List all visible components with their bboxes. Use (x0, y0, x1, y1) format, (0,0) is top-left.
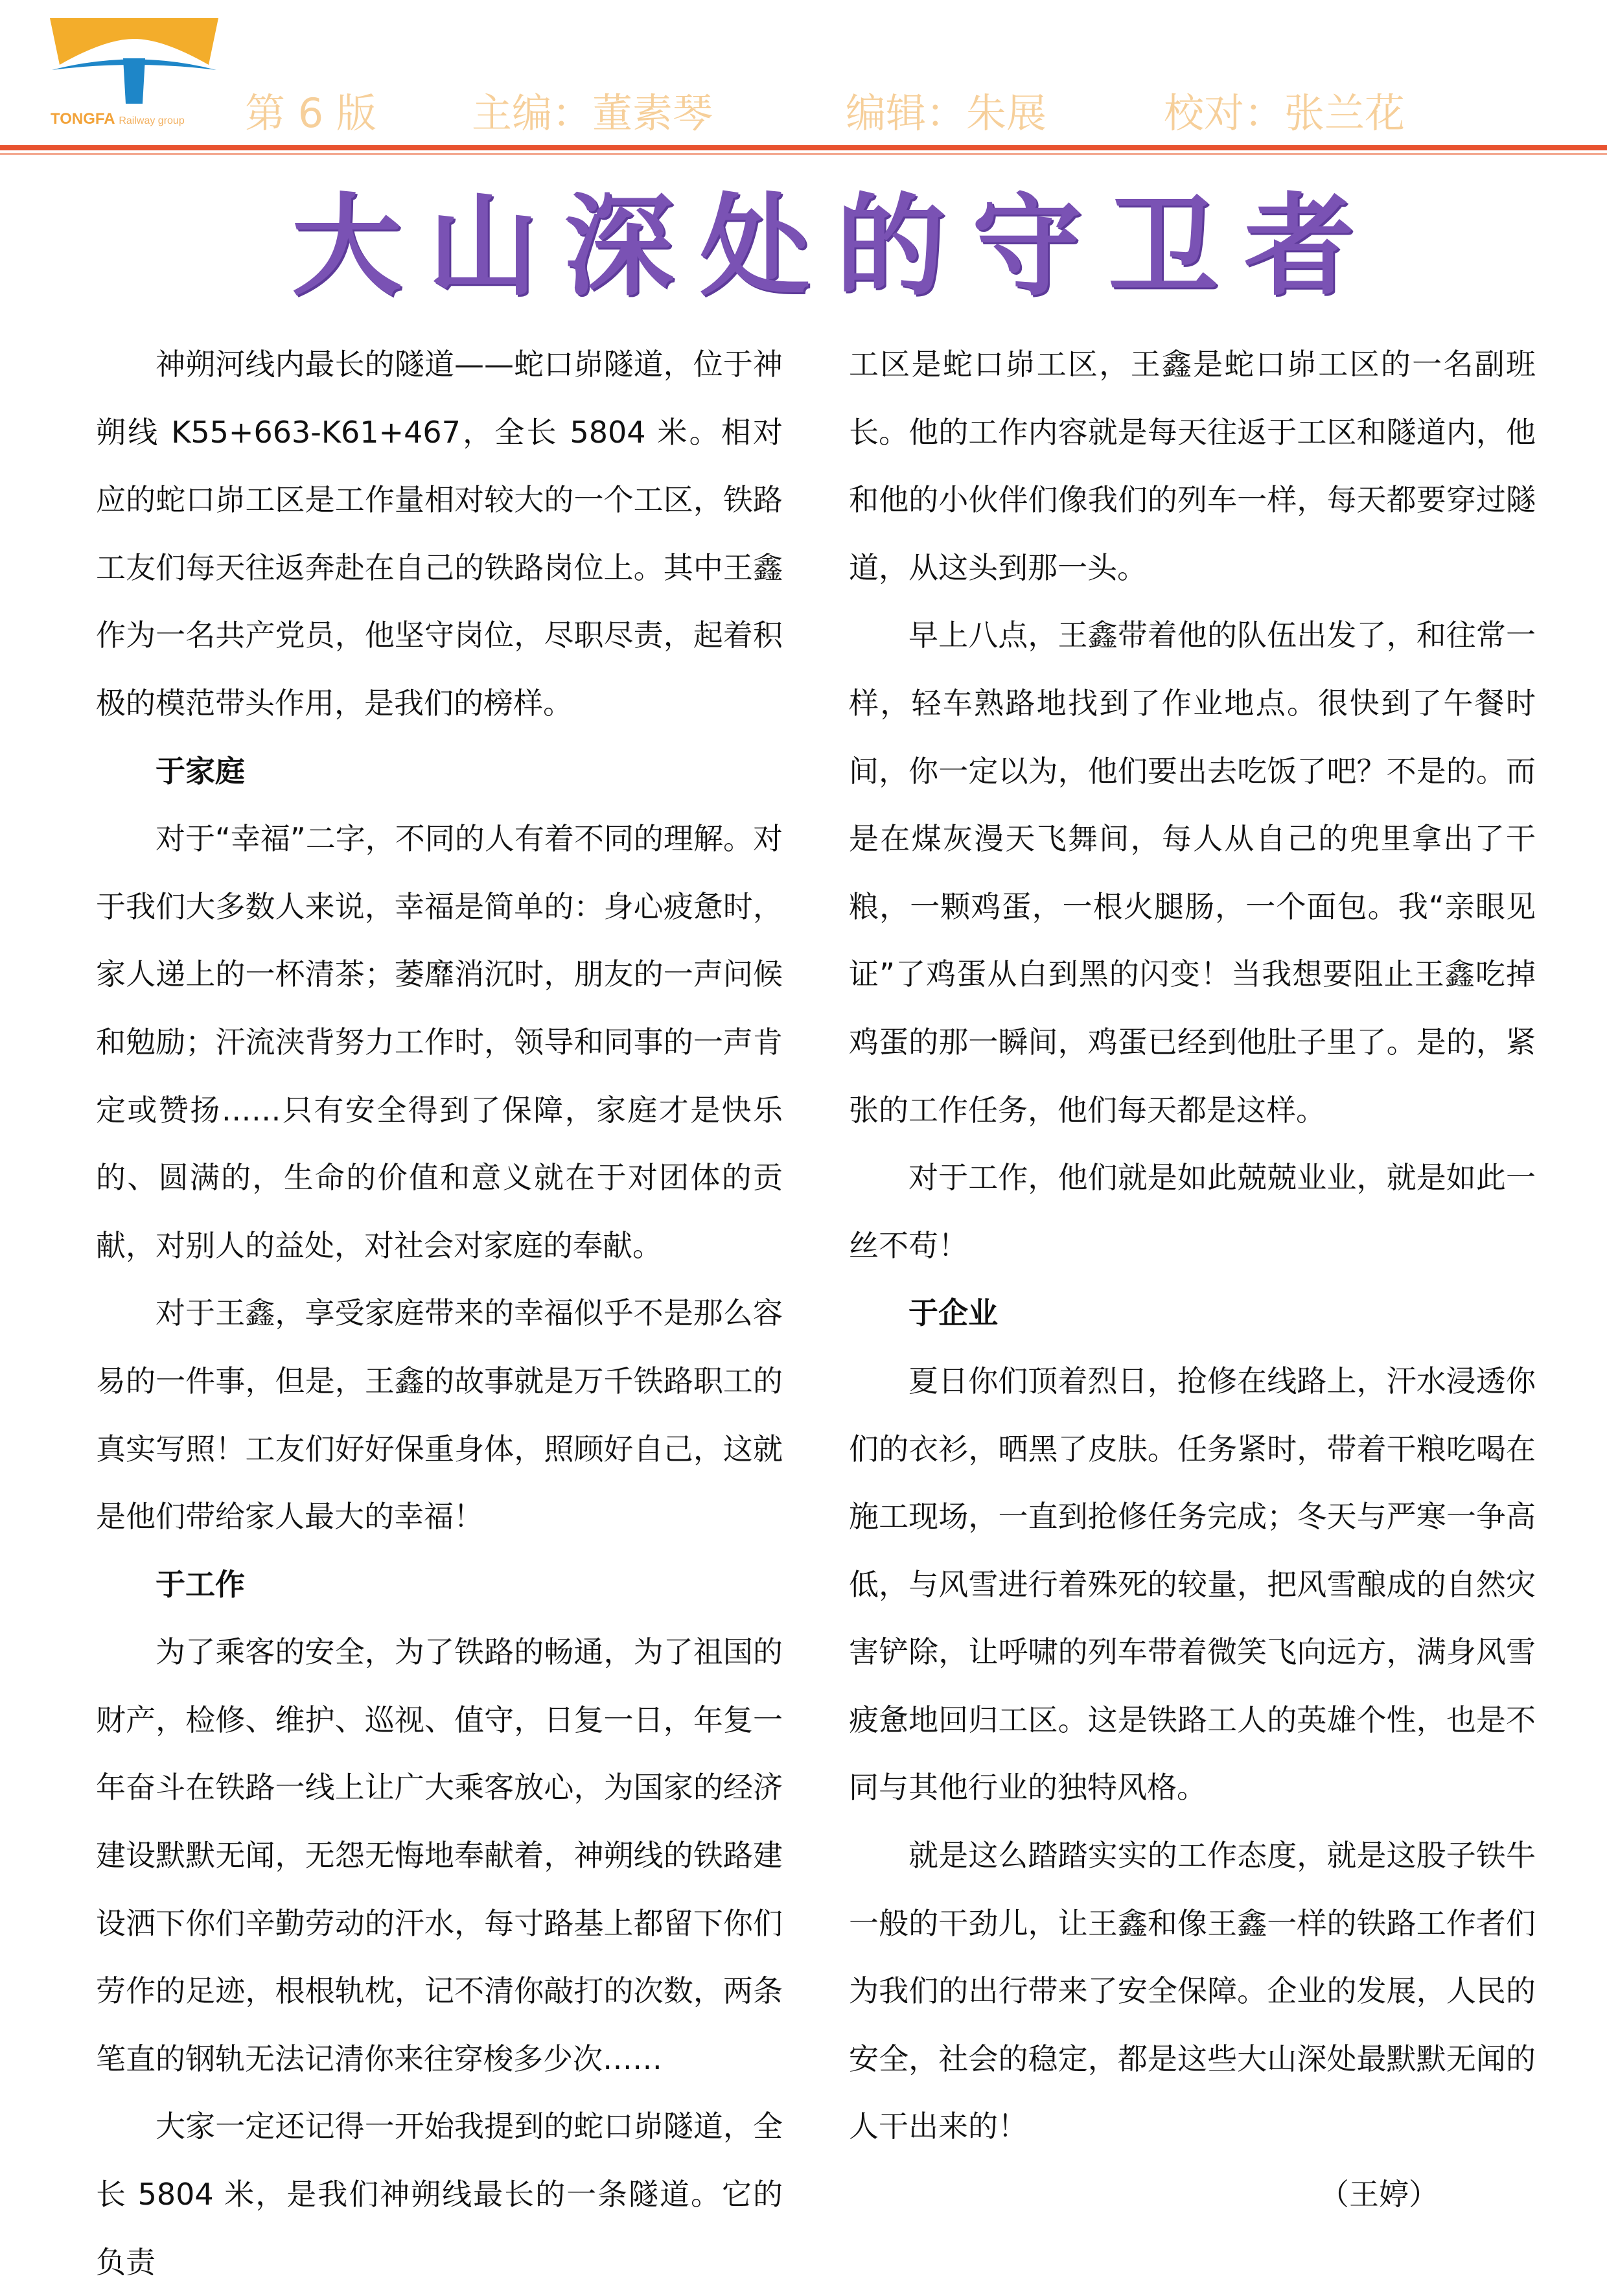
editor-label: 编辑：朱展 (846, 89, 1047, 137)
edition-label: 第 6 版 (245, 89, 376, 137)
header-rule-thin (0, 153, 1607, 155)
paragraph: 为了乘客的安全，为了铁路的畅通，为了祖国的财产，检修、维护、巡视、值守，日复一日，年复一年奋斗在铁路一线上让广大乘客放心，为国家的经济建设默默无闻，无怨无悔地奉献着，神朔线的铁路建设洒下你们辛勤劳动的汗水，每寸路基上都留下你们劳作的足迹，根根轨枕，记不清你敲打的次数，两条笔直的钢轨无法记清你来往穿梭多少次…… (96, 1634, 783, 2076)
article-column-right (849, 330, 1536, 2229)
logo-subtext: Railway group (119, 115, 185, 126)
proofreader-label: 校对：张兰花 (1164, 89, 1405, 137)
paragraph: 对于工作，他们就是如此兢兢业业，就是如此一丝不苟！ (849, 1160, 1536, 1263)
section-heading: 于家庭 (156, 753, 245, 789)
logo-pillar-shape (123, 58, 145, 104)
company-logo (47, 13, 222, 136)
paragraph: 早上八点，王鑫带着他的队伍出发了，和往常一样，轻车熟路地找到了作业地点。很快到了午餐时间，你一定以为，他们要出去吃饭了吧？不是的。而是在煤灰漫天飞舞间，每人从自己的兜里拿出了干粮，一颗鸡蛋，一根火腿肠，一个面包。我“亲眼见证”了鸡蛋从白到黑的闪变！当我想要阻止王鑫吃掉鸡蛋的那一瞬间，鸡蛋已经到他肚子里了。是的，紧张的工作任务，他们每天都是这样。 (849, 618, 1536, 1128)
chief-editor-label: 主编：董素琴 (472, 89, 713, 137)
author-signature: （王婷） (1319, 2177, 1439, 2212)
paragraph: 对于“幸福”二字，不同的人有着不同的理解。对于我们大多数人来说，幸福是简单的：身心疲惫时，家人递上的一杯清茶；萎靡消沉时，朋友的一声问候和勉励；汗流浃背努力工作时，领导和同事的一声肯定或赞扬……只有安全得到了保障，家庭才是快乐的、圆满的，生命的价值和意义就在于对团体的贡献，对别人的益处，对社会对家庭的奉献。 (96, 821, 783, 1263)
paragraph: 神朔河线内最长的隧道——蛇口峁隧道，位于神朔线 K55+663-K61+467，全长 5804 米。相对应的蛇口峁工区是工作量相对较大的一个工区，铁路工友们每天往返奔赴在自己的铁路岗位上。其中王鑫作为一名共产党员，他坚守岗位，尽职尽责，起着积极的模范带头作用，是我们的榜样。 (96, 347, 783, 721)
header-rule (0, 145, 1607, 150)
section-heading: 于工作 (156, 1566, 245, 1602)
paragraph: 工区是蛇口峁工区，王鑫是蛇口峁工区的一名副班长。他的工作内容就是每天往返于工区和隧道内，他和他的小伙伴们像我们的列车一样，每天都要穿过隧道，从这头到那一头。 (849, 347, 1536, 585)
article-title: 大山深处的守卫者 (291, 181, 1380, 311)
paragraph: 对于王鑫，享受家庭带来的幸福似乎不是那么容易的一件事，但是，王鑫的故事就是万千铁路职工的真实写照！工友们好好保重身体，照顾好自己，这就是他们带给家人最大的幸福！ (96, 1295, 783, 1535)
article-column-left (96, 330, 783, 2296)
logo-name: TONGFA (51, 110, 115, 128)
logo-text (51, 110, 245, 128)
paragraph: 夏日你们顶着烈日，抢修在线路上，汗水浸透你们的衣衫，晒黑了皮肤。任务紧时，带着干粮吃喝在施工现场，一直到抢修任务完成；冬天与严寒一争高低，与风雪进行着殊死的较量，把风雪酿成的自然灾害铲除，让呼啸的列车带着微笑飞向远方，满身风雪疲惫地回归工区。这是铁路工人的英雄个性，也是不同与其他行业的独特风格。 (849, 1363, 1536, 1805)
section-heading: 于企业 (908, 1295, 998, 1331)
tongfa-logo-icon (47, 13, 222, 110)
logo-wing-shape (50, 18, 218, 65)
paragraph: 大家一定还记得一开始我提到的蛇口峁隧道，全长 5804 米，是我们神朔线最长的一条隧道。它的负责 (96, 2109, 783, 2280)
paragraph: 就是这么踏踏实实的工作态度，就是这股子铁牛一般的干劲儿，让王鑫和像王鑫一样的铁路工作者们为我们的出行带来了安全保障。企业的发展，人民的安全，社会的稳定，都是这些大山深处最默默无闻的人干出来的！ (849, 1838, 1536, 2144)
